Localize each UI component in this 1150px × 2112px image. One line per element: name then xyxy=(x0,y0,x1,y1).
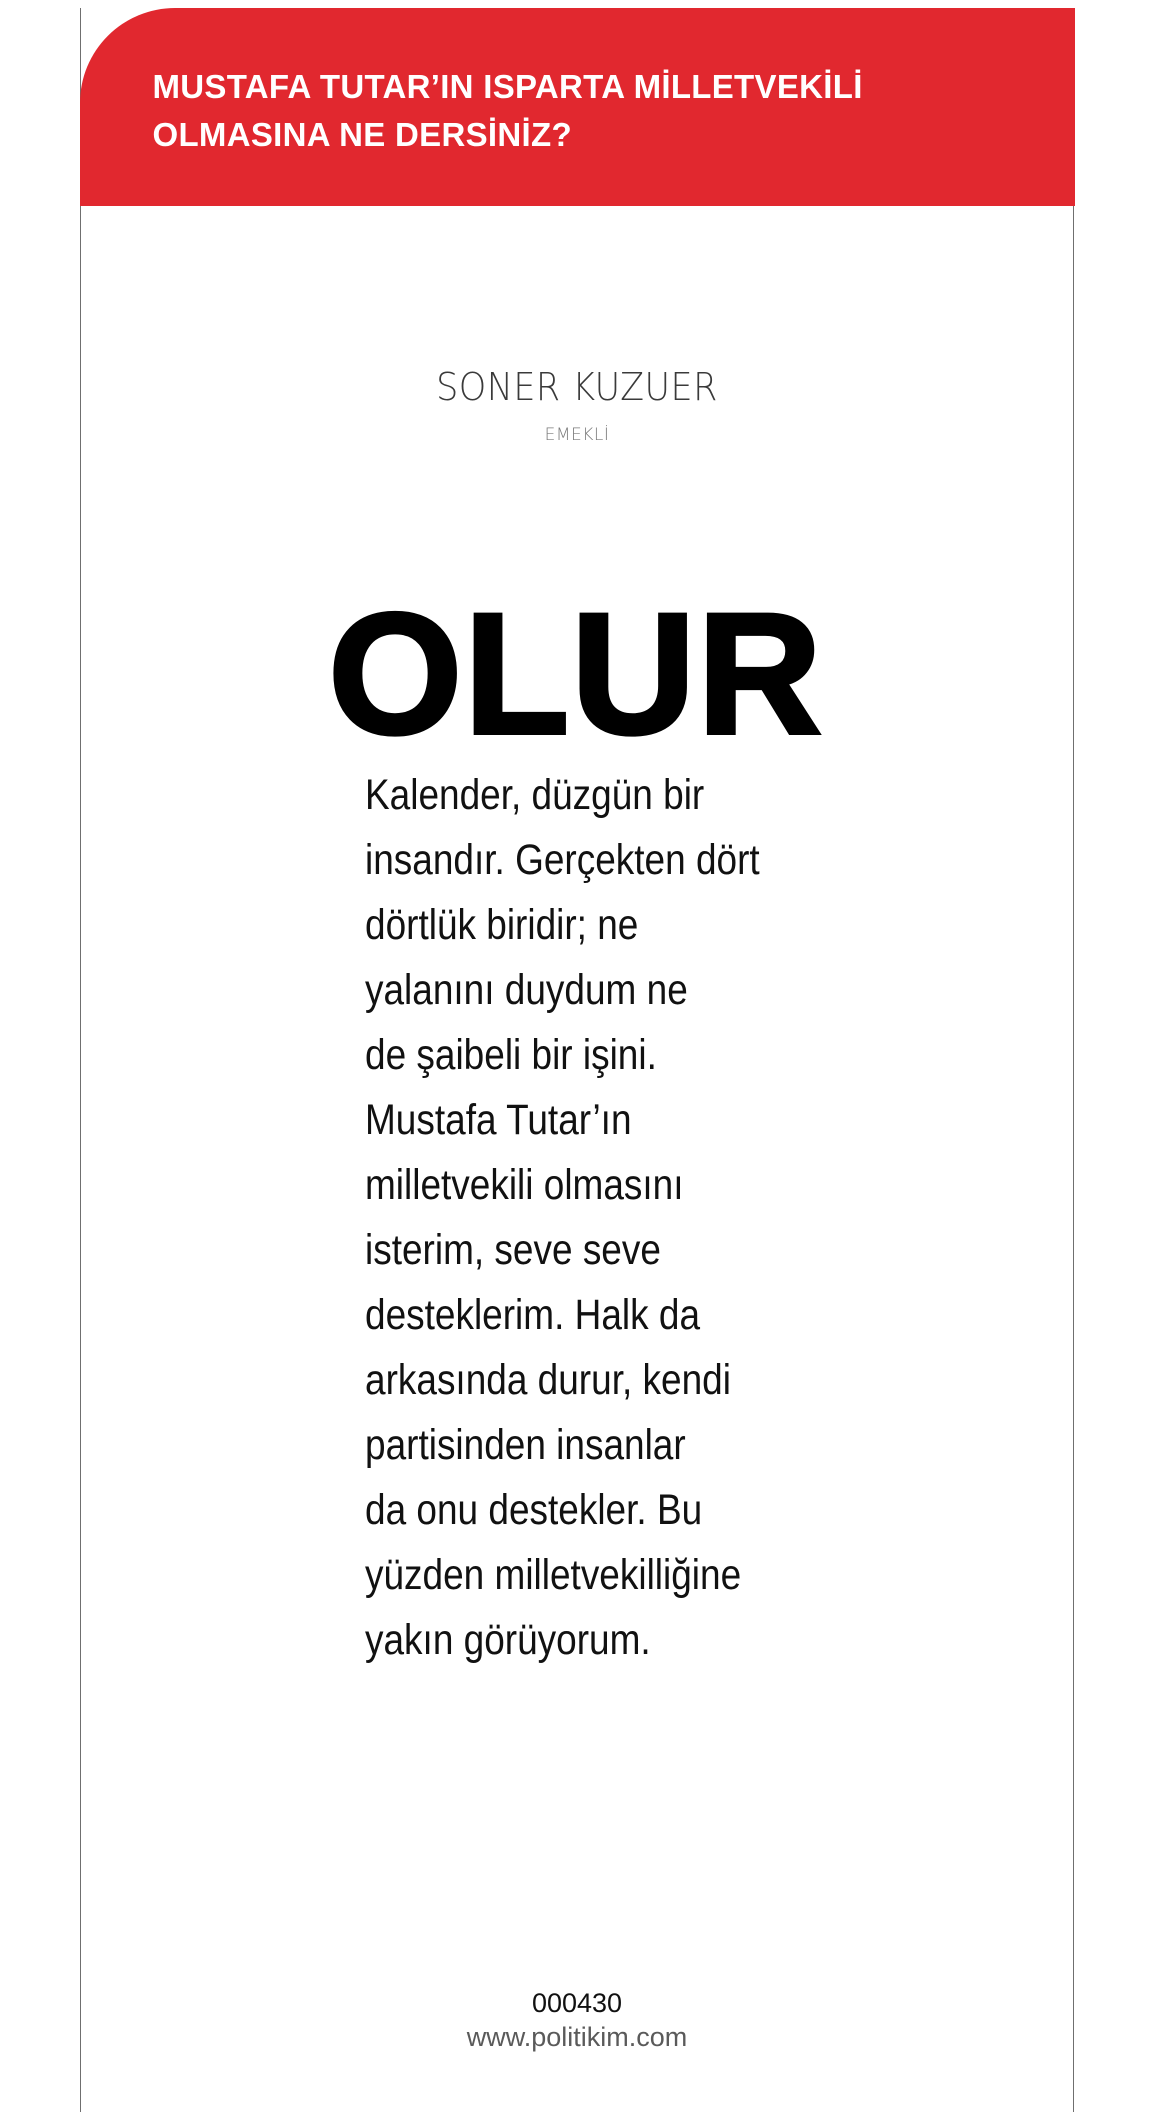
website-url: www.politikim.com xyxy=(466,2022,688,2052)
question-banner xyxy=(80,8,1075,206)
statement-text xyxy=(365,763,769,1673)
statement-line: Kalender, düzgün bir xyxy=(365,771,705,819)
statement-line: insandır. Gerçekten dört xyxy=(365,836,760,884)
statement-line: partisinden insanlar xyxy=(365,1421,686,1469)
record-code: 000430 xyxy=(531,1988,623,2018)
statement-line: isterim, seve seve xyxy=(365,1226,661,1274)
survey-card xyxy=(80,8,1074,2112)
statement-line: da onu destekler. Bu xyxy=(365,1486,703,1534)
statement-line: dörtlük biridir; ne xyxy=(365,901,639,949)
respondent-name: SONER KUZUER xyxy=(436,365,718,409)
statement-line: yüzden milletvekilliğine xyxy=(365,1551,742,1599)
statement-line: yalanını duydum ne xyxy=(365,966,688,1014)
statement-line: desteklerim. Halk da xyxy=(365,1291,701,1339)
answer-headline: OLUR xyxy=(328,578,824,770)
statement-line: Mustafa Tutar’ın xyxy=(365,1096,632,1144)
statement-line: milletvekili olmasını xyxy=(365,1161,684,1209)
statement-line: de şaibeli bir işini. xyxy=(365,1031,657,1079)
statement-line: arkasında durur, kendi xyxy=(365,1356,731,1404)
statement-line: yakın görüyorum. xyxy=(365,1616,651,1664)
respondent-occupation: EMEKLİ xyxy=(544,425,610,445)
question-title: MUSTAFA TUTAR’IN ISPARTA MİLLETVEKİLİ OLMASINA NE DERSİNİZ? xyxy=(152,68,863,153)
